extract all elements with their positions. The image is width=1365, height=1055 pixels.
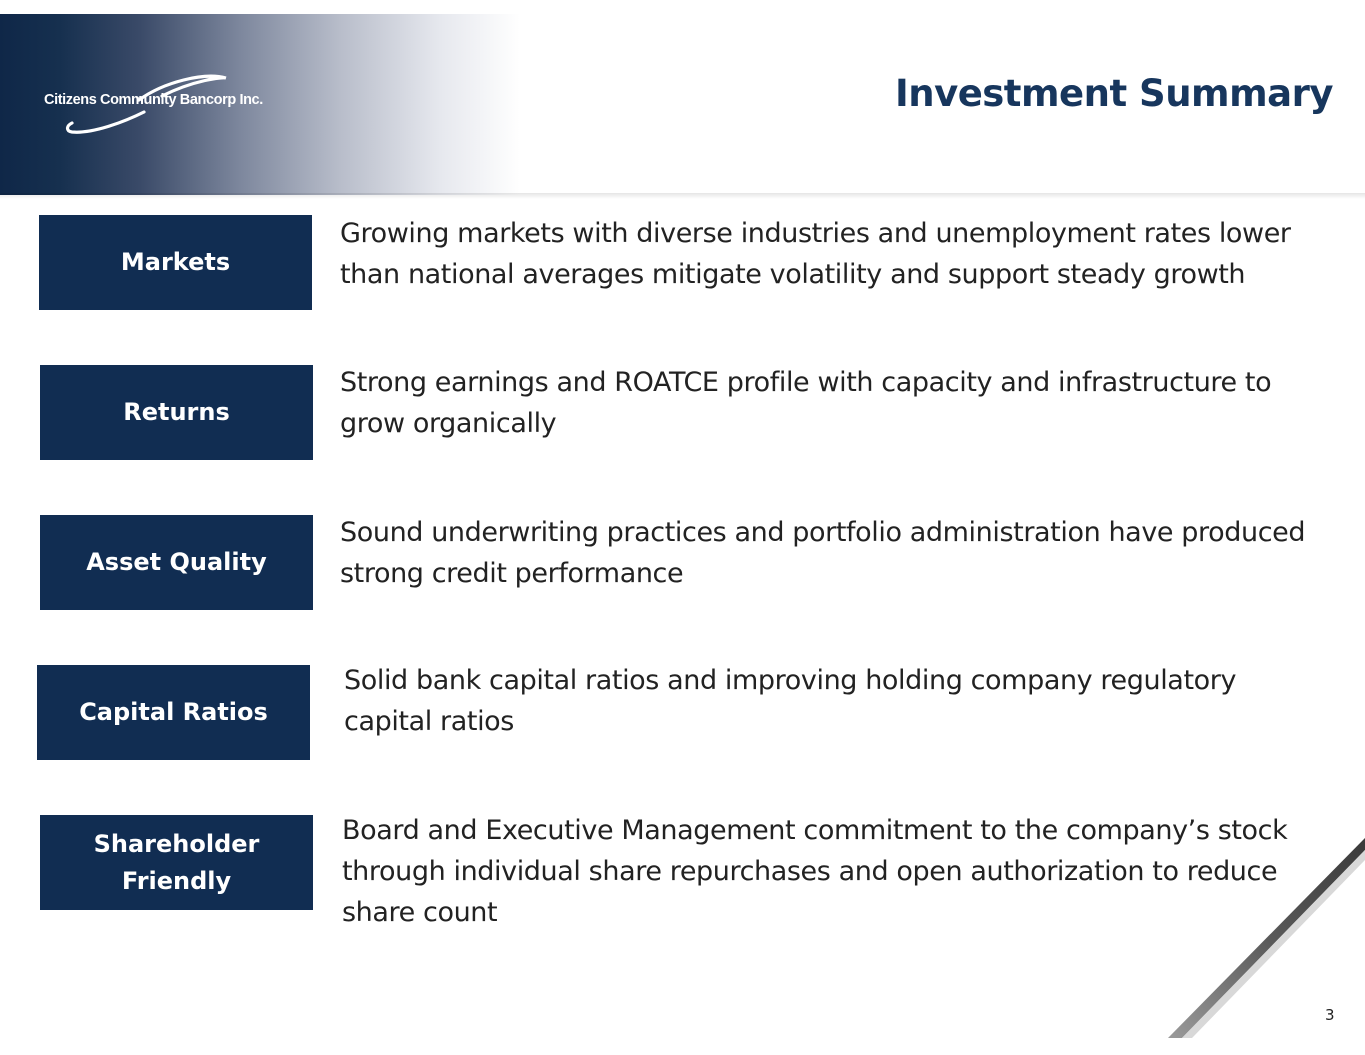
description-markets: Growing markets with diverse industries and unemployment rates lower than national averages mitigate volatility and support steady growth <box>340 218 1291 290</box>
page-number: 3 <box>1325 1006 1335 1024</box>
description-shareholder-friendly: Board and Executive Management commitment to the company’s stock through individual share repurchases and open authorization to reduce share count <box>342 815 1288 928</box>
page-title: Investment Summary <box>894 72 1333 115</box>
description-asset-quality: Sound underwriting practices and portfolio administration have produced strong credit performance <box>340 517 1306 589</box>
header-shadow <box>0 193 1365 199</box>
logo-text: Citizens Community Bancorp Inc. <box>44 92 263 108</box>
description-capital-ratios: Solid bank capital ratios and improving holding company regulatory capital ratios <box>344 665 1237 737</box>
company-logo <box>44 74 284 136</box>
label-box-shareholder-friendly: Shareholder Friendly <box>40 815 313 910</box>
label-box-markets: Markets <box>39 215 312 310</box>
label-box-capital-ratios: Capital Ratios <box>37 665 310 760</box>
label-box-asset-quality: Asset Quality <box>40 515 313 610</box>
label-box-returns: Returns <box>40 365 313 460</box>
description-returns: Strong earnings and ROATCE profile with capacity and infrastructure to grow organically <box>340 367 1272 439</box>
